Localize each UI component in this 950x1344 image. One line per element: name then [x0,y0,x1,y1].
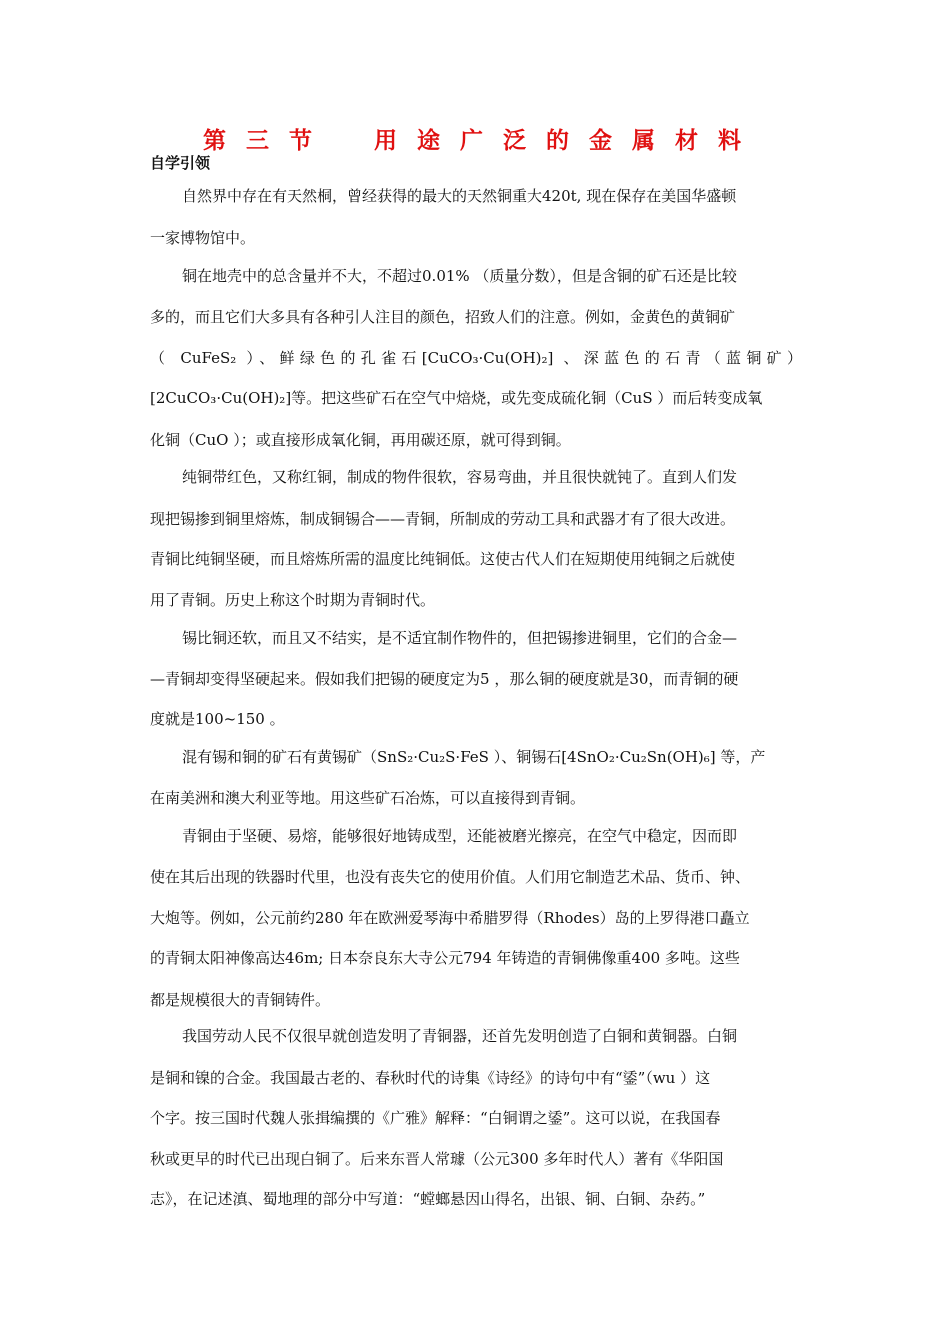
text-line: （ CuFeS₂ ）、鲜绿色的孔雀石[CuCO₃·Cu(OH)₂] 、深蓝色的石青（蓝铜矿） [150,349,802,367]
text-line: 多的，而且它们大多具有各种引人注目的颜色，招致人们的注意。例如，金黄色的黄铜矿 [150,308,736,326]
text-line: 青铜由于坚硬、易熔，能够很好地铸成型，还能被磨光擦亮，在空气中稳定，因而即 [182,827,738,845]
text-line: 秋或更早的时代已出现白铜了。后来东晋人常璩（公元300 多年时代人）著有《华阳国 [150,1150,724,1168]
text-line: 化铜（CuO ）；或直接形成氧化铜，再用碳还原，就可得到铜。 [150,431,571,449]
text-line: 我国劳动人民不仅很早就创造发明了青铜器，还首先发明创造了白铜和黄铜器。白铜 [182,1027,738,1045]
text-line: 混有锡和铜的矿石有黄锡矿（SnS₂·Cu₂S·FeS ）、铜锡石[4SnO₂·Cu₂Sn(OH)₆] 等，产 [182,748,766,766]
text-line: 都是规模很大的青铜铸件。 [150,991,331,1009]
text-line: 是铜和镍的合金。我国最古老的、春秋时代的诗集《诗经》的诗句中有“鋈”（wu ）这 [150,1069,711,1087]
text-line: 锡比铜还软，而且又不结实，是不适宜制作物件的，但把锡掺进铜里，它们的合金— [182,629,738,647]
text-line: 纯铜带红色，又称红铜，制成的物件很软，容易弯曲，并且很快就钝了。直到人们发 [182,468,738,486]
text-line: 自然界中存在有天然桐，曾经获得的最大的天然铜重大420t, 现在保存在美国华盛顿 [182,187,737,205]
text-line: 志》，在记述滇、蜀地理的部分中写道：“螳螂悬因山得名，出银、铜、白铜、杂药。” [150,1190,706,1208]
text-line: 一家博物馆中。 [150,229,256,247]
text-line: 个字。按三国时代魏人张揖编撰的《广雅》解释：“白铜谓之鋈”。这可以说，在我国春 [150,1109,721,1127]
page-title: 第 三 节 用 途 广 泛 的 金 属 材 料 [202,128,748,154]
text-line: 的青铜太阳神像高达46m; 日本奈良东大寺公元794 年铸造的青铜佛像重400 多吨。这些 [150,949,740,967]
text-line: 度就是100~150 。 [150,710,285,728]
text-line: 青铜比纯铜坚硬，而且熔炼所需的温度比纯铜低。这使古代人们在短期使用纯铜之后就使 [150,550,736,568]
text-line: 铜在地壳中的总含量并不大，不超过0.01% （质量分数），但是含铜的矿石还是比较 [182,267,737,285]
text-line: —青铜却变得坚硬起来。假如我们把锡的硬度定为5 ，那么铜的硬度就是30，而青铜的硬 [150,670,739,688]
text-line: 现把锡掺到铜里熔炼，制成铜锡合——青铜，所制成的劳动工具和武器才有了很大改进。 [150,510,736,528]
text-line: 使在其后出现的铁器时代里，也没有丧失它的使用价值。人们用它制造艺术品、货币、钟、 [150,868,751,886]
section-heading: 自学引领 [150,154,211,172]
text-line: [2CuCO₃·Cu(OH)₂]等。把这些矿石在空气中焙烧，或先变成硫化铜（CuS ）而后转变成氧 [150,389,763,407]
text-line: 用了青铜。历史上称这个时期为青铜时代。 [150,591,436,609]
text-line: 大炮等。例如，公元前约280 年在欧洲爱琴海中希腊罗得（Rhodes）岛的上罗得港口矗立 [150,909,750,927]
text-line: 在南美洲和澳大利亚等地。用这些矿石冶炼，可以直接得到青铜。 [150,789,586,807]
